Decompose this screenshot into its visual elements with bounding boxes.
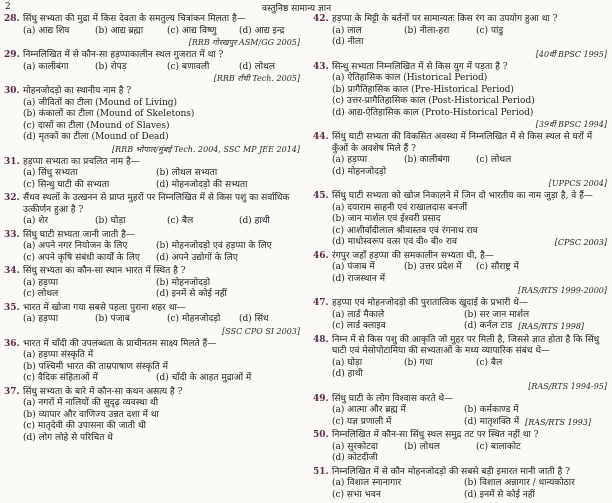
options — [4, 314, 300, 326]
question-36 — [4, 339, 300, 385]
question-head — [313, 430, 607, 442]
option-a: (a) विशाल स्नानागार — [332, 478, 402, 488]
question-37 — [4, 387, 300, 445]
option-d: (d) राजस्थान में — [332, 273, 385, 284]
question-head — [4, 230, 300, 242]
option-a: (a) कालीबंगा — [23, 61, 69, 72]
option-a: (a) हड़प्पा — [23, 314, 59, 324]
question-number: 28. — [4, 14, 20, 24]
option-a: (a) हड़प्पा — [332, 155, 368, 165]
option-a: (a) जीवितों का टीला (Mound of Living) — [23, 97, 178, 108]
exam-source: [RAS/RTS 1999-2000] — [518, 286, 607, 295]
question-47 — [313, 298, 607, 333]
question-51 — [313, 467, 607, 502]
question-number: 45. — [313, 191, 329, 201]
option-b: (b) लोथल सभ्यता — [155, 168, 218, 178]
question-number: 48. — [313, 334, 329, 345]
question-head — [4, 157, 300, 169]
question-text: रंगपुर जहाँ हड़प्पा की समकालीन सभ्यता थी, है— — [332, 250, 494, 261]
option-a: (a) अपने नगर नियोजन के लिए — [23, 241, 128, 251]
question-text: सिंधु सभ्यता के बारे में कौन-सा कथन असत्य है ? — [23, 386, 183, 397]
option-c: (c) बैल — [167, 216, 194, 226]
option-d: (d) कोटदीजी — [332, 453, 378, 463]
question-number: 31. — [4, 156, 20, 167]
exam-source: [RAS/RTS 1993] — [525, 417, 591, 427]
option-c: (c) मोहनजोदड़ो — [167, 314, 221, 324]
option-c: (c) सौराष्ट्र में — [476, 262, 519, 272]
question-number: 47. — [313, 298, 329, 308]
option-c: (c) सिन्धु घाटी की सभ्यता — [23, 179, 110, 190]
exam-source: [CPSC 2003] — [554, 238, 607, 247]
option-d: (d) मोहनजोदड़ो की सभ्यता — [155, 179, 248, 190]
question-33 — [4, 230, 300, 265]
question-number: 43. — [313, 61, 329, 72]
question-number: 44. — [313, 132, 329, 142]
question-head — [313, 14, 607, 26]
question-head — [4, 86, 300, 98]
exam-source: [SSC CPO SI 2003] — [222, 326, 300, 336]
option-d: (d) आद्य इन्द्र — [239, 25, 285, 36]
option-c: (c) बालाकोट — [476, 441, 521, 452]
options — [313, 203, 607, 249]
option-b: (b) आद्य ब्रह्मा — [95, 25, 144, 36]
exam-source: [RAS/RTS 1994-95] — [528, 381, 607, 391]
option-d: (d) चाँदी के आहत मुद्राओं में — [155, 373, 252, 383]
question-43 — [313, 62, 607, 131]
question-34 — [4, 266, 300, 301]
option-d: (d) मृतकों का टीला (Mound of Dead) — [23, 132, 169, 142]
option-b: (b) सर जान मार्शल — [464, 309, 530, 320]
question-text: सिंधु सभ्यता की मुद्रा में किस देवता के समतुल्य चित्रांकन मिलता है— — [23, 14, 246, 24]
question-head — [313, 132, 607, 155]
question-number: 50. — [313, 430, 329, 440]
options — [313, 442, 607, 465]
question-head — [313, 62, 607, 74]
option-a: (a) आद्य शिव — [23, 25, 70, 36]
option-b: (b) कालीबंगा — [404, 155, 450, 165]
option-b: (b) प्रागैतिहासिक काल (Pre-Historical Period) — [332, 84, 514, 95]
question-head — [313, 251, 607, 263]
option-b: (b) लोथल — [404, 441, 440, 452]
option-d: (d) माधोस्वरूप वत्स एवं वी० बी० राव — [332, 237, 457, 247]
question-text: सिन्धु सभ्यता निम्नलिखित में से किस युग में पड़ता है ? — [332, 61, 508, 72]
question-48 — [313, 335, 607, 392]
question-number: 34. — [4, 266, 20, 276]
option-c: (c) आद्य विष्णु — [167, 25, 217, 36]
exam-source: [RRB भोपाल/मुंबई Tech. 2004, SSC MP JEE 2014] — [112, 144, 300, 154]
option-a: (a) सुरकोटदा — [332, 441, 378, 452]
option-b: (b) व्यापार और वाणिज्य उन्नत दशा में था — [23, 409, 159, 420]
option-c: (c) लोथल — [23, 289, 59, 299]
question-text: सिंधु घाटी सभ्यता जानी जाती है— — [23, 229, 135, 240]
options — [313, 73, 607, 119]
options — [4, 62, 300, 74]
option-b: (b) मोहनजोदड़ो एवं हड़प्पा के लिए — [155, 241, 272, 251]
left-column — [4, 14, 300, 446]
option-d: (d) सिंध — [239, 314, 269, 324]
option-c: (c) मातृदेवी की उपासना की जाती थी — [23, 421, 147, 431]
option-c: (c) उत्तर-प्रागैतिहासिक काल (Post-Historical Period) — [332, 96, 535, 106]
option-b: (b) मोहनजोदड़ो — [155, 277, 211, 288]
option-d: (d) लोथल — [239, 61, 275, 72]
question-number: 51. — [313, 466, 329, 477]
options — [313, 478, 607, 501]
options — [313, 155, 607, 178]
option-d: (d) इनमें से कोई नहीं — [155, 289, 227, 299]
question-head — [313, 191, 607, 203]
question-44 — [313, 132, 607, 189]
question-28 — [4, 14, 300, 48]
question-text: निम्नलिखित में से कौन मोहनजोदड़ो की सबसे बड़ी इमारत मानी जाती है ? — [332, 466, 570, 477]
options — [4, 398, 300, 444]
option-b: (b) कंकालों का टीला (Mound of Skeletons) — [23, 109, 195, 119]
question-text: निम्नलिखित में कौन-सा सिंधु स्थल समुद्र तट पर स्थित नहीं था ? — [332, 430, 539, 440]
option-c: (c) दासों का टीला (Mound of Slaves) — [23, 120, 170, 131]
question-head — [313, 394, 607, 406]
question-head — [4, 14, 300, 26]
option-d: (d) कर्नल टाड — [464, 321, 513, 331]
option-a: (a) आत्मा और ब्रह्म में — [332, 405, 406, 415]
question-head — [313, 335, 607, 358]
question-45 — [313, 191, 607, 249]
running-head: वस्तुनिष्ठ सामान्य ज्ञान — [262, 4, 332, 14]
option-d: (d) हाथी — [239, 216, 270, 226]
question-text: निम्न में से किस पशु की आकृति जो मुहर पर मिली है, जिससे ज्ञात होता है कि सिंधु घाटी एवं मेसोपोटामिया की सभ्यताओं के मध्य व्यापारिक संबंध थे— — [332, 334, 600, 356]
question-31 — [4, 157, 300, 192]
option-a: (a) सिंधु सभ्यता — [23, 168, 78, 178]
question-head — [4, 339, 300, 351]
option-d: (d) हाथी — [332, 369, 363, 379]
option-c: (c) यज्ञ प्रणाली में — [332, 416, 392, 427]
option-b: (b) गधा — [404, 357, 433, 368]
question-number: 42. — [313, 14, 329, 24]
options — [4, 26, 300, 38]
options — [4, 278, 300, 301]
question-text: हड़प्पा एवं मोहनजोदड़ो की पुरातात्विक खुदाई के प्रभारी थे— — [332, 298, 528, 308]
question-number: 35. — [4, 302, 20, 313]
question-number: 29. — [4, 50, 20, 60]
question-42 — [313, 14, 607, 60]
option-b: (b) पश्चिमी भारत की ताम्रपाषाण संस्कृति में — [23, 361, 169, 372]
option-a: (a) हड़प्पा — [23, 277, 59, 288]
option-a: (a) ऐतिहासिक काल (Historical Period) — [332, 73, 488, 83]
option-c: (c) बणावली — [167, 61, 210, 72]
options — [313, 405, 607, 428]
question-head — [4, 303, 300, 315]
question-head — [313, 467, 607, 479]
options — [4, 98, 300, 144]
option-a: (a) शेर — [23, 216, 49, 226]
option-a: (a) नगरों में नालियों की सुदृढ़ व्यवस्था थी — [23, 398, 159, 408]
question-text: सिंधु घाटी के लोग विश्वास करते थे— — [332, 393, 454, 404]
question-text: हड़प्पा के मिट्टी के बर्तनों पर सामान्यतः किस रंग का उपयोग हुआ था ? — [332, 14, 558, 24]
question-number: 36. — [4, 338, 20, 349]
question-text: हड़प्पा सभ्यता का प्रचलित नाम है— — [23, 156, 140, 167]
option-c: (c) आशीर्वादीलाल श्रीवास्तव एवं रंगनाथ राव — [332, 225, 478, 236]
options — [4, 216, 300, 228]
option-b: (b) जान मार्शल एवं ईश्वरी प्रसाद — [332, 214, 441, 224]
question-number: 33. — [4, 229, 20, 240]
option-a: (a) पंजाब में — [332, 262, 375, 272]
question-50 — [313, 430, 607, 465]
right-column — [313, 14, 607, 503]
question-29 — [4, 50, 300, 84]
page-number: 2 — [5, 2, 11, 12]
option-c: (c) बैल — [476, 357, 503, 368]
options — [313, 358, 607, 381]
question-head — [4, 50, 300, 62]
option-a: (a) हड़प्पा संस्कृति में — [23, 350, 94, 360]
option-b: (b) रोपड़ — [95, 61, 127, 72]
question-text: सिंधु घाटी सभ्यता को खोज निकालने में जिन दो भारतीय का नाम जुड़ा है, वे हैं— — [332, 191, 593, 201]
option-d: (d) इनमें से कोई नहीं — [464, 489, 535, 500]
question-number: 32. — [4, 193, 20, 203]
exam-source: [39वीं BPSC 1994] — [535, 120, 607, 129]
options — [4, 241, 300, 264]
option-b: (b) उत्तर प्रदेश में — [404, 262, 462, 272]
option-d: (d) नीला — [332, 37, 364, 47]
question-49 — [313, 394, 607, 429]
question-head — [4, 387, 300, 399]
question-35 — [4, 303, 300, 337]
question-text: सैंधव स्थलों के उत्खनन से प्राप्त मुहरों पर निम्नलिखित में से किस पशु का सर्वाधिक उत्कीर्णन हुआ है ? — [23, 193, 290, 215]
options — [313, 262, 607, 285]
option-c: (c) सभा भवन — [332, 489, 381, 500]
exam-source: [40वीं BPSC 1995] — [535, 49, 607, 59]
option-d: (d) अपने उद्योगों के लिए — [155, 252, 238, 263]
options — [4, 168, 300, 191]
question-32 — [4, 193, 300, 228]
option-a: (a) दयाराम साहनी एवं राखालदास बनर्जी — [332, 202, 468, 213]
option-c: (c) अपने कृषि संबंधी कार्यों के लिए — [23, 252, 140, 263]
question-number: 49. — [313, 393, 329, 404]
question-text: भारत में चाँदी की उपलब्धता के प्राचीनतम साक्ष्य मिलते हैं— — [23, 338, 217, 349]
options — [4, 350, 300, 385]
question-text: निम्नलिखित में से कौन-सा हड़प्पाकालीन स्थल गुजरात में था ? — [23, 50, 224, 60]
option-a: (a) लाल — [332, 25, 362, 36]
option-b: (b) पंजाब — [95, 314, 130, 324]
exam-source: [RAS/RTS 1998] — [518, 322, 585, 331]
question-head — [4, 193, 300, 216]
option-b: (b) घोड़ा — [95, 216, 126, 226]
exam-source: [RRB राँची Tech. 2005] — [213, 74, 300, 83]
option-d: (d) आद्य-ऐतिहासिक काल (Proto-Historical Period) — [332, 107, 534, 118]
option-c: (c) लार्ड क्लाइव — [332, 321, 386, 331]
exam-source: [UPPCS 2004] — [548, 179, 607, 188]
option-b: (b) नीला-हरा — [404, 25, 450, 36]
option-c: (c) वैदिक संहिताओं में — [23, 373, 98, 383]
options — [313, 26, 607, 49]
question-30 — [4, 86, 300, 155]
question-text: सिंधु सभ्यता का कौन-सा स्थान भारत में स्थित है ? — [23, 266, 186, 276]
question-head — [313, 298, 607, 310]
question-head — [4, 266, 300, 278]
option-d: (d) मोहनजोदड़ो — [332, 166, 387, 177]
options — [313, 310, 607, 333]
exam-source: [RRB गोरखपुर ASM/GG 2005] — [188, 38, 300, 47]
option-a: (a) घोड़ा — [332, 357, 363, 368]
question-text: मोहनजोदड़ो का स्थानीय नाम है ? — [23, 86, 132, 96]
option-d: (d) लोग लोहे से परिचित थे — [23, 432, 113, 443]
question-number: 37. — [4, 386, 20, 397]
option-a: (a) लार्ड मैकाले — [332, 309, 385, 320]
option-c: (c) लोथल — [476, 155, 512, 165]
option-b: (b) विशाल अन्नागार / धान्यकोठार — [464, 478, 575, 488]
question-46 — [313, 251, 607, 297]
option-b: (b) कर्मकाण्ड में — [464, 405, 519, 415]
question-number: 46. — [313, 250, 329, 261]
question-text: भारत में खोजा गया सबसे पहला पुराना शहर था— — [23, 302, 186, 313]
option-c: (c) पांडु — [476, 25, 504, 36]
question-number: 30. — [4, 86, 20, 96]
question-text: सिंधु घाटी सभ्यता की विकसित अवस्था में निम्नलिखित में से किस स्थल से घरों में कुँओं के अवशेष मिले हैं ? — [332, 132, 593, 154]
option-d: (d) मातृशक्ति में — [464, 416, 520, 427]
